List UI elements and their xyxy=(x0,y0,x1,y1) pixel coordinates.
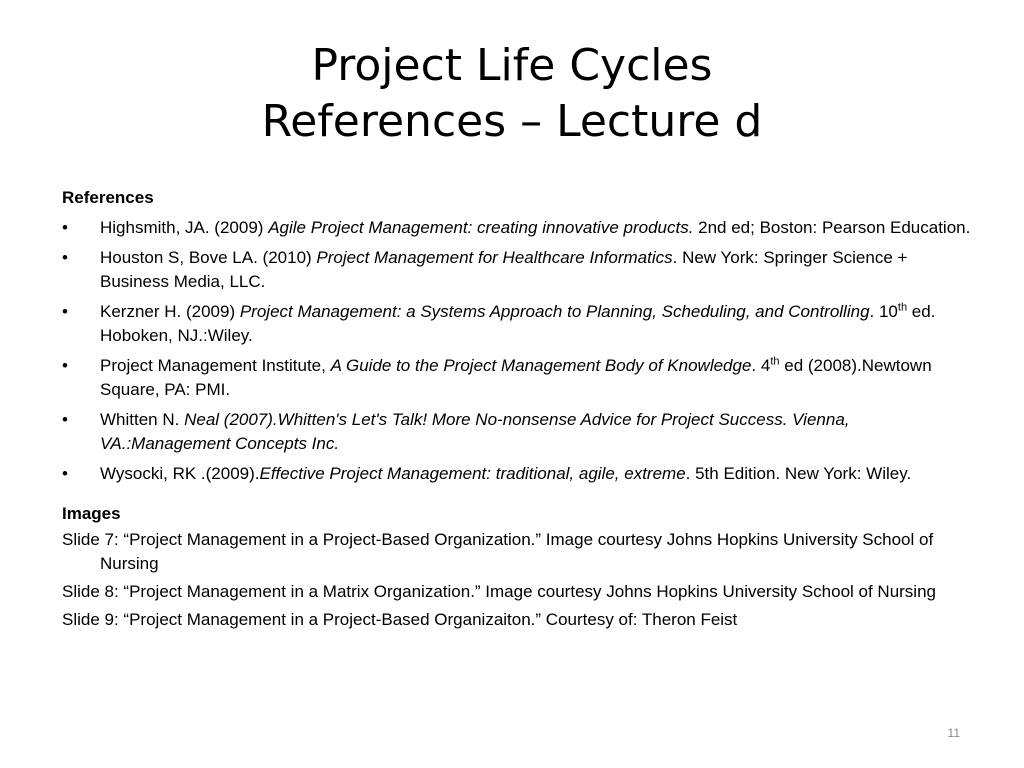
bullet-icon: • xyxy=(62,218,68,237)
slide-number: 11 xyxy=(947,726,960,740)
references-heading: References xyxy=(62,188,154,207)
bullet-icon: • xyxy=(62,464,68,483)
reference-item-5: • Whitten N. Neal (2007).Whitten's Let's Talk! More No-nonsense Advice for Project Success. Vienna, VA.:Management Concepts Inc. xyxy=(62,410,850,453)
reference-item-6: • Wysocki, RK .(2009).Effective Project Management: traditional, agile, extreme. 5th Edition. New York: Wiley. xyxy=(62,462,972,486)
bullet-icon: • xyxy=(62,410,68,429)
reference-item-4: • Project Management Institute, A Guide to the Project Management Body of Knowledge. 4th ed (2008).Newtown Square, PA: PMI. xyxy=(62,355,932,399)
bullet-icon: • xyxy=(62,356,68,375)
image-credit-3: Slide 9: “Project Management in a Project-Based Organizaiton.” Courtesy of: Theron Feist xyxy=(62,610,738,629)
bullet-icon: • xyxy=(62,248,68,267)
bullet-icon: • xyxy=(62,302,68,321)
images-heading: Images xyxy=(62,504,121,523)
image-credit-2: Slide 8: “Project Management in a Matrix Organization.” Image courtesy Johns Hopkins University School of Nursing xyxy=(62,582,936,601)
images-section xyxy=(62,502,972,632)
image-credit-1: Slide 7: “Project Management in a Project-Based Organization.” Image courtesy Johns Hopkins University School of Nursing xyxy=(62,530,934,573)
title-line-2: References – Lecture d xyxy=(261,96,763,147)
page-title xyxy=(0,38,1024,150)
reference-item-2: • Houston S, Bove LA. (2010) Project Management for Healthcare Informatics. New York: Springer Science + Business Media, LLC. xyxy=(62,248,908,291)
title-line-1: Project Life Cycles xyxy=(311,40,713,91)
slide-content xyxy=(62,186,972,636)
reference-item-1: • Highsmith, JA. (2009) Agile Project Management: creating innovative products. 2nd ed; Boston: Pearson Education. xyxy=(62,216,972,240)
reference-list xyxy=(62,216,972,486)
reference-item-3: • Kerzner H. (2009) Project Management: a Systems Approach to Planning, Scheduling, and Controlling. 10th ed. Hoboken, NJ.:Wiley. xyxy=(62,301,936,345)
